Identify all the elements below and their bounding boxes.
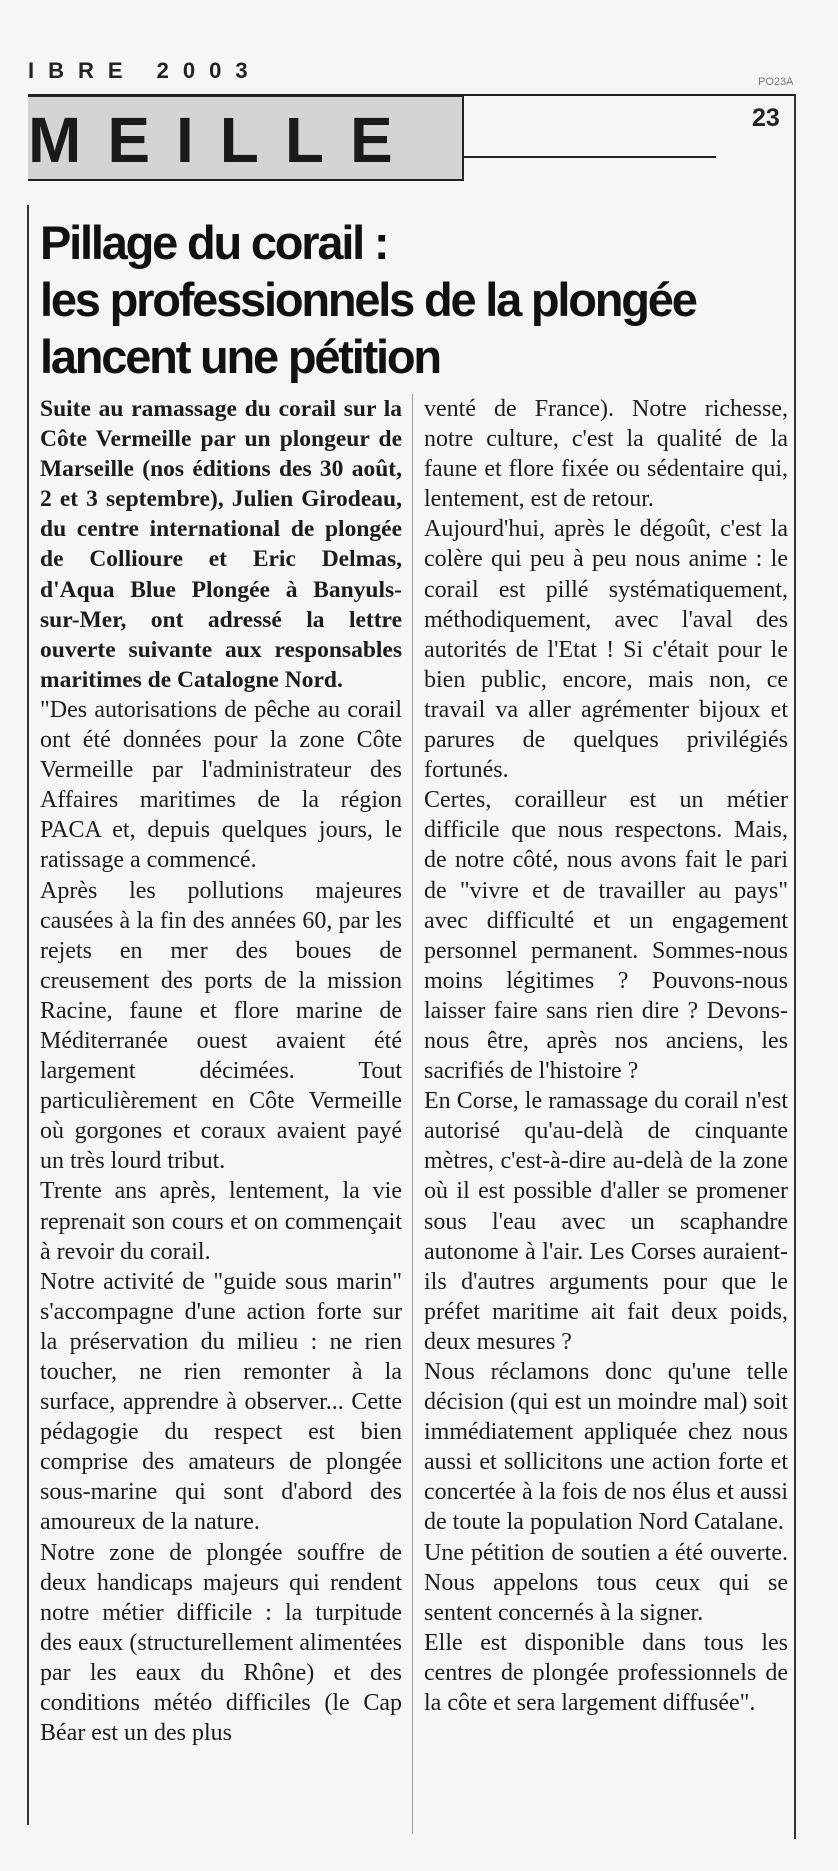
column-separator — [412, 394, 413, 1834]
page-number: 23 — [752, 104, 780, 132]
article-paragraph: Certes, corailleur est un métier difficile que nous respectons. Mais, de notre côté, nous avons fait le pari de "vivre et de travailler au pays" avec difficulté et un engagement personnel permanent. Sommes-nous moins légitimes ? Pouvons-nous laisser faire sans rien dire ? Devons-nous être, après nos anciens, les sacrifiés de l'histoire ? — [424, 787, 788, 1085]
article-paragraph: Notre zone de plongée souffre de deux handicaps majeurs qui rendent notre métier difficile : la turpitude des eaux (structurellement alimentées par les eaux du Rhône) et des conditions météo difficiles (le Cap Béar est un des plus — [40, 1539, 402, 1747]
page-code: PO23A — [758, 76, 794, 88]
article-paragraph: Trente ans après, lentement, la vie reprenait son cours et on commençait à revoir du corail. — [40, 1178, 402, 1265]
section-rule — [464, 156, 716, 158]
article-column-right — [424, 394, 788, 1718]
article-paragraph: Aujourd'hui, après le dégoût, c'est la colère qui peu à peu nous anime : le corail est pillé systématiquement, méthodiquement, avec l'aval des autorités de l'Etat ! Si c'était pour le bien public, encore, mais non, ce travail va aller agrémenter bijoux et parures de quelques privilégiés fortunés. — [424, 516, 788, 784]
article-paragraph: Elle est disponible dans tous les centres de plongée professionnels de la côte et sera largement diffusée". — [424, 1629, 788, 1717]
article-paragraph: "Des autorisations de pêche au corail ont été données pour la zone Côte Vermeille par l'administrateur des Affaires maritimes de la région PACA et, depuis quelques jours, le ratissage a commencé. — [40, 696, 402, 874]
page-right-border — [794, 94, 796, 1839]
article-paragraph: venté de France). Notre richesse, notre culture, c'est la qualité de la faune et flore fixée ou sédentaire qui, lentement, est de retour. — [424, 396, 788, 513]
section-banner — [28, 95, 464, 181]
headline-line: Pillage du corail : — [40, 216, 388, 269]
article-column-left — [40, 394, 402, 1748]
article-left-border — [27, 205, 29, 1825]
headline-line: lancent une pétition — [40, 330, 440, 383]
article-headline — [40, 214, 790, 385]
article-paragraph: En Corse, le ramassage du corail n'est autorisé qu'au-delà de cinquante mètres, c'est-à-dire au-delà de la zone où il est possible d'aller se promener sous l'eau avec un scaphandre autonome à l'air. Les Corses auraient-ils d'autres arguments pour que le préfet maritime ait fait deux poids, deux mesures ? — [424, 1088, 788, 1355]
article-paragraph: Après les pollutions majeures causées à la fin des années 60, par les rejets en mer des boues de creusement des ports de la mission Racine, faune et flore marine de Méditerranée ouest avaient été largement décimées. Tout particulièrement en Côte Vermeille où gorgones et coraux avaient payé un très lourd tribut. — [40, 877, 402, 1175]
headline-line: les professionnels de la plongée — [40, 273, 696, 326]
section-name: MEILLE — [28, 104, 419, 176]
article-paragraph: Notre activité de "guide sous marin" s'accompagne d'une action forte sur la préservation du milieu : ne rien toucher, ne rien remonter à la surface, apprendre à observer... Cette pédagogie du respect est bien comprise des amateurs de plongée sous-marine qui sont d'abord des amoureux de la nature. — [40, 1268, 402, 1536]
issue-date-fragment: IBRE 2003 — [28, 58, 262, 83]
article-lead: Suite au ramassage du corail sur la Côte Vermeille par un plongeur de Marseille (nos éditions des 30 août, 2 et 3 septembre), Julien Girodeau, du centre international de plongée de Collioure et Eric Delmas, d'Aqua Blue Plongée à Banyuls-sur-Mer, ont adressé la lettre ouverte suivante aux responsables maritimes de Catalogne Nord. — [40, 396, 402, 693]
article-paragraph: Nous réclamons donc qu'une telle décision (qui est un moindre mal) soit immédiatement appliquée chez nous aussi et sollicitons une action forte et concertée à la fois de nos élus et aussi de toute la population Nord Catalane. — [424, 1359, 788, 1536]
article-paragraph: Une pétition de soutien a été ouverte. Nous appelons tous ceux qui se sentent concernés à la signer. — [424, 1539, 788, 1626]
